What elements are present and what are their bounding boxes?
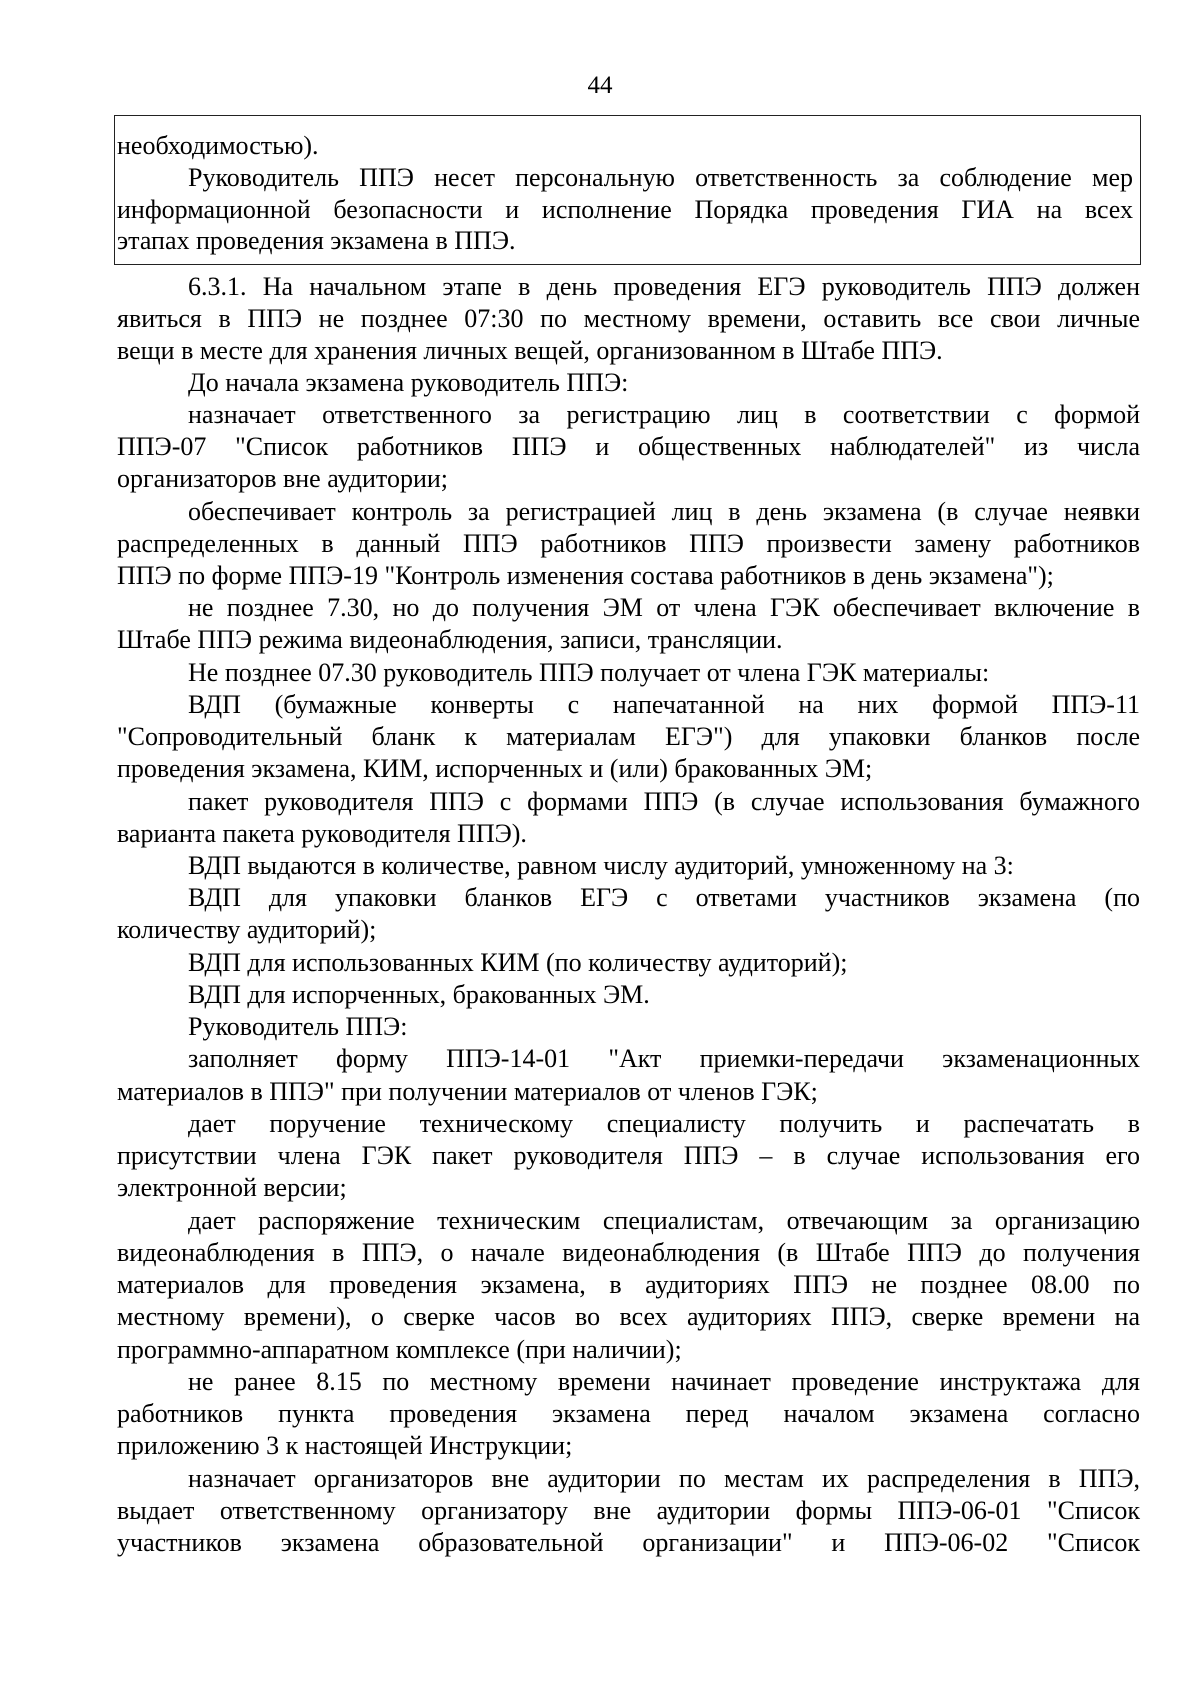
body-line: назначает организаторов вне аудитории по местам их распределения в ППЭ,: [188, 1464, 1140, 1493]
body-line: дает распоряжение техническим специалистам, отвечающим за организацию: [188, 1206, 1140, 1235]
body-line: ВДП выдаются в количестве, равном числу аудиторий, умноженному на 3:: [188, 851, 1014, 880]
body-line: приложению 3 к настоящей Инструкции;: [117, 1431, 573, 1460]
body-line: Руководитель ППЭ:: [188, 1012, 408, 1041]
body-line: материалов для проведения экзамена, в аудиториях ППЭ не позднее 08.00 по: [117, 1270, 1140, 1299]
body-line: программно-аппаратном комплексе (при наличии);: [117, 1335, 682, 1364]
body-line: вещи в месте для хранения личных вещей, организованном в Штабе ППЭ.: [117, 336, 943, 365]
body-line: До начала экзамена руководитель ППЭ:: [188, 368, 629, 397]
body-line: материалов в ППЭ" при получении материалов от членов ГЭК;: [117, 1077, 818, 1106]
page-number: 44: [587, 72, 613, 99]
body-line: проведения экзамена, КИМ, испорченных и (или) бракованных ЭМ;: [117, 754, 873, 783]
body-line: ППЭ по форме ППЭ-19 "Контроль изменения состава работников в день экзамена");: [117, 561, 1054, 590]
body-line: обеспечивает контроль за регистрацией лиц в день экзамена (в случае неявки: [188, 497, 1140, 526]
body-line: ВДП для упаковки бланков ЕГЭ с ответами участников экзамена (по: [188, 883, 1140, 912]
body-line: распределенных в данный ППЭ работников ППЭ произвести замену работников: [117, 529, 1140, 558]
body-line: выдает ответственному организатору вне аудитории формы ППЭ-06-01 "Список: [117, 1496, 1140, 1525]
body-line: "Сопроводительный бланк к материалам ЕГЭ") для упаковки бланков после: [117, 722, 1140, 751]
body-line: 6.3.1. На начальном этапе в день проведения ЕГЭ руководитель ППЭ должен: [188, 272, 1140, 301]
body-line: Не позднее 07.30 руководитель ППЭ получает от члена ГЭК материалы:: [188, 658, 990, 687]
body-line: заполняет форму ППЭ-14-01 "Акт приемки-передачи экзаменационных: [188, 1044, 1140, 1073]
body-line: варианта пакета руководителя ППЭ).: [117, 819, 527, 848]
body-line: не позднее 7.30, но до получения ЭМ от члена ГЭК обеспечивает включение в: [188, 593, 1140, 622]
box-line: необходимостью).: [117, 131, 319, 160]
box-line: информационной безопасности и исполнение Порядка проведения ГИА на всех: [117, 195, 1133, 224]
body-line: видеонаблюдения в ППЭ, о начале видеонаблюдения (в Штабе ППЭ до получения: [117, 1238, 1140, 1267]
box-line: Руководитель ППЭ несет персональную ответственность за соблюдение мер: [188, 163, 1133, 192]
body-line: местному времени), о сверке часов во всех аудиториях ППЭ, сверке времени на: [117, 1302, 1140, 1331]
body-line: ВДП (бумажные конверты с напечатанной на них формой ППЭ-11: [188, 690, 1140, 719]
body-line: электронной версии;: [117, 1173, 347, 1202]
body-line: ППЭ-07 "Список работников ППЭ и общественных наблюдателей" из числа: [117, 432, 1140, 461]
body-line: работников пункта проведения экзамена перед началом экзамена согласно: [117, 1399, 1140, 1428]
body-line: дает поручение техническому специалисту получить и распечатать в: [188, 1109, 1140, 1138]
body-line: ВДП для использованных КИМ (по количеству аудиторий);: [188, 948, 848, 977]
body-line: пакет руководителя ППЭ с формами ППЭ (в случае использования бумажного: [188, 787, 1140, 816]
body-line: не ранее 8.15 по местному времени начинает проведение инструктажа для: [188, 1367, 1140, 1396]
body-line: присутствии члена ГЭК пакет руководителя ППЭ – в случае использования его: [117, 1141, 1140, 1170]
body-line: участников экзамена образовательной организации" и ППЭ-06-02 "Список: [117, 1528, 1140, 1557]
body-line: явиться в ППЭ не позднее 07:30 по местному времени, оставить все свои личные: [117, 304, 1140, 333]
body-line: Штабе ППЭ режима видеонаблюдения, записи, трансляции.: [117, 625, 783, 654]
body-line: организаторов вне аудитории;: [117, 464, 448, 493]
body-line: ВДП для испорченных, бракованных ЭМ.: [188, 980, 650, 1009]
body-line: количеству аудиторий);: [117, 915, 377, 944]
box-line: этапах проведения экзамена в ППЭ.: [117, 226, 516, 255]
body-line: назначает ответственного за регистрацию лиц в соответствии с формой: [188, 400, 1140, 429]
